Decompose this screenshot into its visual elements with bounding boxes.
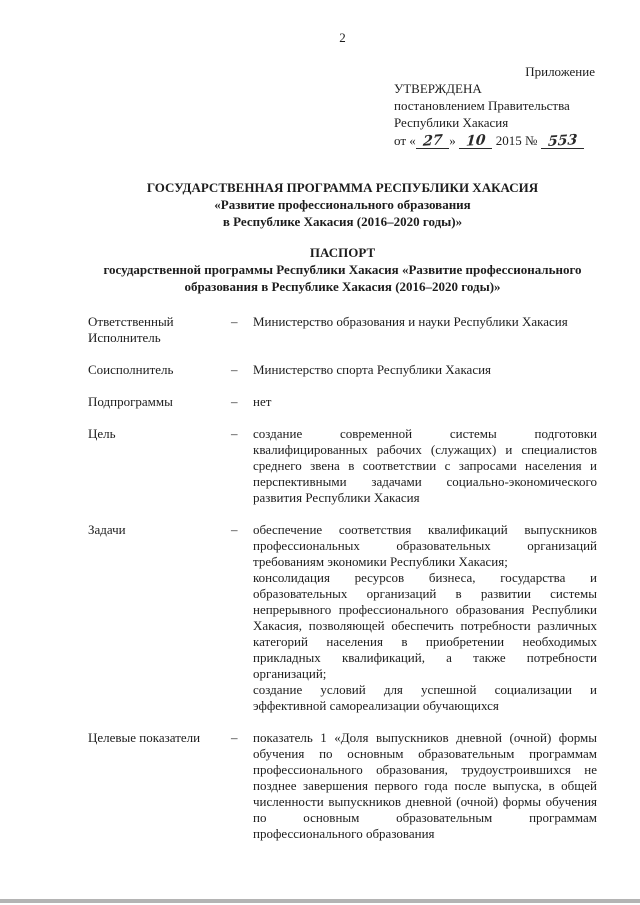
row-dash: – (231, 314, 238, 329)
date-year-no: 2015 № (495, 133, 538, 148)
date-day-underline (416, 134, 449, 149)
content-paragraph: создание условий для успешной социализации и эффективной самореализации обучающихся (253, 682, 597, 713)
row-label: Подпрограммы (88, 394, 173, 409)
passport-table (88, 314, 597, 842)
passport-heading: ПАСПОРТ (309, 245, 376, 260)
row-dash: – (231, 730, 238, 745)
page-content (88, 0, 597, 858)
row-content (253, 730, 597, 842)
content-paragraph: консолидация ресурсов бизнеса, государства и образовательных организаций в развитии системы непрерывного профессионального образования Республики Хакасия, позволяющей обеспечить потребности различных категорий населения в приобретении необходимых прикладных квалификаций, а также потребности организаций; (253, 570, 597, 681)
content-paragraph: создание современной системы подготовки квалифицированных рабочих (служащих) и специалистов среднего звена в соответствии с запросами населения и перспективными задачами социально-экономического развития Республики Хакасия (253, 426, 597, 505)
passport-row-target-indicators (88, 730, 597, 842)
page-number: 2 (339, 30, 346, 45)
row-dash: – (231, 394, 238, 409)
content-paragraph: Министерство спорта Республики Хакасия (253, 362, 492, 377)
row-dash: – (231, 426, 238, 441)
program-title-line3: в Республике Хакасия (2016–2020 годы)» (222, 214, 463, 229)
doc-number-underline (541, 131, 584, 151)
approved-label: УТВЕРЖДЕНА (394, 81, 482, 96)
page-bottom-edge (0, 899, 640, 903)
row-label: Цель (88, 426, 116, 441)
content-paragraph: обеспечение соответствия квалификаций выпускников профессиональных образовательных организаций требованиям экономики Республики Хакасия; (253, 522, 597, 569)
approval-authority-line2: Республики Хакасия (394, 115, 509, 130)
date-day-handwritten: 27 (422, 132, 443, 150)
program-title-line2: «Развитие профессионального образования (214, 197, 471, 212)
program-title (88, 179, 597, 230)
row-content (253, 314, 597, 330)
row-dash: – (231, 522, 238, 537)
row-dash: – (231, 362, 238, 377)
row-content (253, 426, 597, 506)
row-label: Целевые показатели (88, 730, 201, 745)
approval-block (394, 63, 597, 149)
row-content (253, 522, 597, 714)
program-title-line1: ГОСУДАРСТВЕННАЯ ПРОГРАММА РЕСПУБЛИКИ ХАКАСИЯ (146, 180, 539, 195)
row-label: Задачи (88, 522, 126, 537)
content-paragraph: Министерство образования и науки Республики Хакасия (253, 314, 568, 329)
passport-subheading: государственной программы Республики Хакасия «Развитие профессионального образования в Республике Хакасия (2016–2020 годы)» (103, 262, 582, 294)
approval-date-line (394, 131, 597, 149)
row-content (253, 362, 597, 378)
date-month-handwritten: 10 (465, 132, 487, 150)
date-close-quote: » (449, 133, 456, 148)
passport-row-tasks (88, 522, 597, 714)
appendix-label: Приложение (525, 64, 595, 79)
approval-authority-line1: постановлением Правительства (394, 98, 570, 113)
content-paragraph: нет (253, 394, 272, 409)
row-content (253, 394, 597, 410)
date-prefix: от « (394, 133, 416, 148)
row-label: Соисполнитель (88, 362, 174, 377)
date-month-underline (459, 134, 492, 149)
passport-row-responsible-executor (88, 314, 597, 346)
row-label: Ответственный Исполнитель (88, 314, 174, 345)
passport-row-goal (88, 426, 597, 506)
passport-row-subprograms (88, 394, 597, 410)
content-paragraph: показатель 1 «Доля выпускников дневной (очной) формы обучения по основным образовательным программам профессионального образования, трудоустроившихся не позднее завершения первого года после выпуска, в общей численности выпускников дневной (очной) формы обучения по основным образовательным программам профессионального образования (253, 730, 597, 841)
passport-row-co-executor (88, 362, 597, 378)
doc-number-handwritten: 553 (547, 131, 578, 151)
